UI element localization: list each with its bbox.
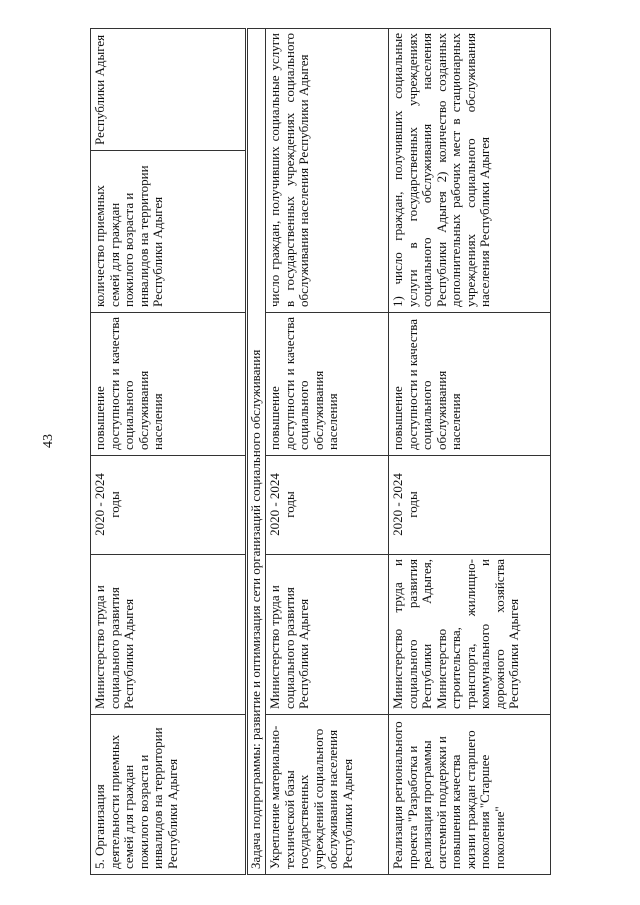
measure-cell: 5. Организация деятельности приемных семей для граждан пожилого возраста и инвалидов на территории Республики Адыгея	[91, 715, 247, 875]
measure-cell: Укрепление материально-технической базы государственных учреждений социального обслуживания населения Республики Адыгея	[266, 715, 389, 875]
result-cell: повышение доступности и качества социального обслуживания населения	[91, 312, 247, 455]
page-number: 43	[41, 434, 56, 448]
result-cell: повышение доступности и качества социального обслуживания населения	[389, 312, 551, 455]
rotated-table-page	[90, 29, 558, 875]
period-cell: 2020 - 2024 годы	[91, 456, 247, 555]
period-cell: 2020 - 2024 годы	[389, 456, 551, 555]
executor-cell: Министерство труда и социального развития Республики Адыгея, Министерство строительства, транспорта, жилищно-коммунального и дорожного хозяйства Республики Адыгея	[389, 555, 551, 715]
period-cell: 2020 - 2024 годы	[266, 456, 389, 555]
table-row	[91, 28, 247, 874]
indicator-cell: число граждан, получивших социальные услуги в государственных учреждениях социального обслуживания населения Республики Адыгея	[266, 28, 389, 312]
program-measures-table	[90, 28, 551, 875]
executor-cell: Министерство труда и социального развития Республики Адыгея	[266, 555, 389, 715]
executor-cell: Министерство труда и социального развития Республики Адыгея	[91, 555, 247, 715]
result-cell: повышение доступности и качества социального обслуживания населения	[266, 312, 389, 455]
table-row	[389, 28, 551, 874]
indicator-cell: 1) число граждан, получивших социальные услуги в государственных учреждениях социального обслуживания населения Республики Адыгея 2) количество созданных дополнительных рабочих мест в стационарных учреждениях социального обслуживания населения Республики Адыгея	[389, 28, 551, 312]
indicator-cell: количество приемных семей для граждан пожилого возраста и инвалидов на территории Республики Адыгея	[91, 150, 247, 312]
top-strip-cell: Республики Адыгея	[91, 28, 247, 150]
task-heading-row	[247, 28, 266, 874]
table-row	[266, 28, 389, 874]
task-heading: Задача подпрограммы: развитие и оптимизация сети организаций социального обслуживания	[247, 28, 266, 874]
measure-cell: Реализация регионального проекта "Разработка и реализация программы системной поддержки и повышения качества жизни граждан старшего поколения "Старшее поколение"	[389, 715, 551, 875]
